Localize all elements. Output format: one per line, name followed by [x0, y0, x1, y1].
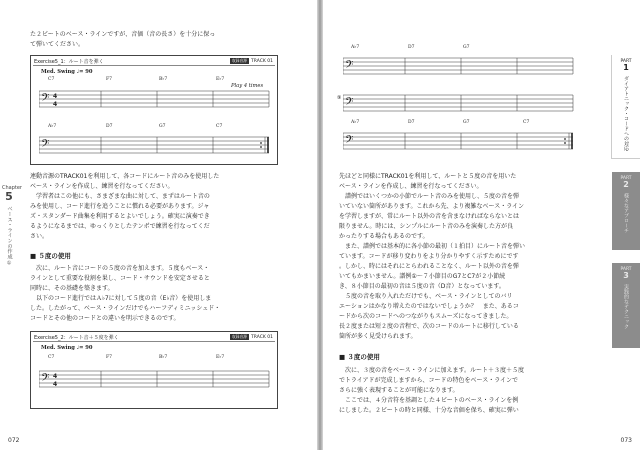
body-line: き、８小節目の最初の音は５度の音（D音）となっています。 — [339, 283, 505, 290]
body-line: 箇所が多く見受けられます。 — [339, 333, 417, 340]
body-line: 学習者はこの他にも、さまざまな曲に対して、まずはルート音の — [36, 193, 210, 200]
body-line: ベース・ラインを作成し、練習を行なってください。 — [30, 183, 174, 190]
tab-number: 1 — [623, 63, 629, 72]
chord-symbol: F7 — [106, 355, 112, 360]
body-line: ベース・ラインを作成し、練習を行なってください。 — [339, 183, 483, 190]
chord-symbol: G7 — [159, 124, 166, 129]
track-badge: 収録音源 — [231, 58, 248, 63]
body-line: かったりする場合もあるのです。 — [339, 233, 429, 240]
bass-staff-5 — [343, 92, 575, 114]
track-badge: 収録音源 — [231, 334, 248, 339]
body-line: 長２度または短２度の音程で、次のコードのルートに移行している — [339, 323, 519, 330]
body-line: 譜例ではいくつかの小節でルート音のみを使用し、５度の音を弾 — [345, 193, 520, 200]
tempo-marking: Med. Swing ♩= 90 — [41, 345, 93, 351]
chapter-title: ベース・ラインの作成 ① — [6, 206, 12, 267]
section-heading-third: ■ ３度の使用 — [339, 353, 380, 361]
chapter-word: Chapter — [2, 185, 22, 191]
bass-staff-3 — [39, 368, 271, 390]
chord-symbol: B♭7 — [159, 355, 168, 360]
part-1-tab[interactable] — [611, 55, 640, 159]
exercise-5-1-title: Exercise5_1：ルート音を弾く — [34, 59, 104, 65]
tab-label: PART — [620, 267, 632, 272]
body-line: ５度の音を取り入れただけでも、ベース・ラインとしてのバリ — [345, 293, 513, 300]
tab-title: ダイアトニック・コードへの対応 — [623, 76, 629, 151]
body-line: した。したがって、ベース・ラインだけでもハーフディミニッシュド・ — [30, 305, 221, 312]
bass-staff-4 — [343, 55, 575, 77]
body-line: エーションはかなり増えたのではないでしょうか？ また、あるコ — [339, 303, 519, 310]
body-line: さらに強く表現することが可能になります。 — [339, 387, 459, 394]
svg-text:𝄢: 𝄢 — [41, 92, 50, 107]
body-line: 限りません。時には、シンプルにルート音のみを演奏した方が良 — [339, 223, 513, 230]
body-line: るようになるまでは、ゆっくりとしたテンポで練習を行なってくだ — [30, 223, 210, 230]
title-rule — [33, 341, 275, 342]
svg-text:𝄢: 𝄢 — [41, 372, 50, 387]
svg-text:4: 4 — [53, 381, 58, 388]
tab-label: PART — [620, 176, 632, 181]
section-heading-fifth: ■ ５度の使用 — [30, 252, 71, 260]
chord-symbol: C7 — [48, 77, 55, 82]
chord-symbol: G7 — [463, 120, 470, 125]
chord-symbol: C7 — [523, 120, 530, 125]
right-page — [323, 0, 640, 450]
chord-symbol: F7 — [106, 77, 112, 82]
left-page — [0, 0, 317, 450]
svg-text:4: 4 — [53, 101, 58, 108]
body-line: 。しかし、時にはそれにとらわれることなく、ルート以外の音を弾 — [339, 263, 519, 270]
chord-symbol: D7 — [408, 45, 415, 50]
body-line: みを使用し、コード進行を追うことに慣れる必要があります。ジャ — [30, 203, 210, 210]
body-line: ードから次のコードへのつながりもスムーズになってきました。 — [339, 313, 513, 320]
body-line: いていない箇所があります。これから先、より複雑なベース・ライン — [339, 203, 525, 210]
exercise-5-1-box — [30, 55, 278, 165]
body-line: を学習しますが、常にルート以外の音を含まなければならないとは — [339, 213, 520, 220]
tab-number: 3 — [623, 271, 629, 280]
body-line: 同時に、その基礎を築きます。 — [30, 285, 114, 292]
body-line: 以下のコード進行ではＡ♭7に対して５度の音（E♭音）を使用しま — [36, 295, 212, 302]
exercise-5-2-box — [30, 331, 278, 409]
body-line: ています。コードが移り変わりをより分かりやすく示すためにです — [339, 253, 519, 260]
chord-symbol: C7 — [216, 124, 223, 129]
exercise-5-1-track — [230, 58, 273, 64]
body-line: ズ・スタンダード曲集を利用するとよいでしょう。確実に演奏でき — [30, 213, 210, 220]
part-2-tab[interactable] — [612, 172, 640, 250]
body-line: 連動音源のTRACK01を利用して、各コードにルート音のみを使用した — [30, 173, 220, 180]
body-line: ここでは、４分音符を基調とした４ビートのベース・ラインを例 — [345, 397, 519, 404]
page-number-right: 073 — [620, 437, 632, 444]
tab-label: PART — [620, 59, 632, 64]
body-line: 次に、３度の音をベース・ラインに加えます。ルート＋３度＋５度 — [345, 367, 525, 374]
chord-symbol: E♭7 — [216, 355, 225, 360]
title-rule — [33, 65, 275, 66]
body-line: 次に、ルート音にコードの５度の音を加えます。５度もベース・ — [36, 265, 210, 272]
body-line: さい。 — [30, 233, 49, 240]
chord-symbol: A♭7 — [351, 45, 360, 50]
chapter-label — [2, 185, 22, 267]
chord-symbol: D7 — [106, 124, 113, 129]
tab-title: 実践的なテクニック — [623, 284, 629, 329]
svg-text:𝄢: 𝄢 — [345, 96, 354, 111]
track-label: TRACK 01 — [251, 59, 273, 64]
svg-text:𝄢: 𝄢 — [345, 59, 354, 74]
intro-line-1: た２ビートのベース・ラインですが、音価（音の長さ）を十分に保っ — [30, 31, 216, 38]
chord-symbol: A♭7 — [48, 124, 57, 129]
chapter-number: 5 — [5, 190, 13, 203]
intro-line-2: て弾いてください。 — [30, 41, 85, 48]
chord-symbol: E♭7 — [216, 77, 225, 82]
body-line: ラインとして重要な役割を果し、コード・サウンドを安定させると — [30, 275, 210, 282]
chord-symbol: G7 — [463, 45, 470, 50]
page-number-left: 072 — [8, 437, 20, 444]
body-line: でトライアドが完成しますから、コードの特色をベース・ラインで — [339, 377, 519, 384]
body-line: コードとその他のコードとの違いを明示できるのです。 — [30, 315, 180, 322]
svg-text:𝄢: 𝄢 — [41, 138, 50, 153]
svg-text:4: 4 — [53, 373, 58, 380]
svg-text:4: 4 — [53, 93, 58, 100]
chord-symbol: B♭7 — [159, 77, 168, 82]
exercise-5-2-track — [230, 334, 273, 340]
bass-staff-1 — [39, 88, 271, 110]
exercise-5-2-title: Exercise5_2：ルート音＋５度を弾く — [34, 335, 119, 341]
bass-staff-2 — [39, 134, 271, 156]
body-line: にしました。２ビートの時と同様、十分な音価を保ち、確実に弾い — [339, 407, 519, 414]
tempo-marking: Med. Swing ♩= 90 — [41, 69, 93, 75]
play-times-note: Play 4 times — [231, 83, 264, 89]
body-line: 先ほどと同様にTRACK01を利用して、ルートと５度の音を用いた — [339, 173, 517, 180]
tab-number: 2 — [623, 180, 629, 189]
chord-symbol: C7 — [48, 355, 55, 360]
part-3-tab[interactable] — [612, 263, 640, 348]
body-line: また、譜例では基本的に各小節の最初（１拍目）にルート音を弾い — [345, 243, 526, 250]
chord-symbol: A♭7 — [351, 120, 360, 125]
chord-symbol: D7 — [408, 120, 415, 125]
measure-marker: ⑨ — [337, 95, 342, 101]
svg-text:𝄢: 𝄢 — [345, 134, 354, 149]
tab-title: 様々なアプローチ — [623, 193, 629, 233]
body-line: いてもかまいません。譜例①〜７小節目のG7とC7が２小節続 — [339, 273, 506, 280]
bass-staff-6 — [343, 130, 575, 152]
track-label: TRACK 01 — [251, 335, 273, 340]
